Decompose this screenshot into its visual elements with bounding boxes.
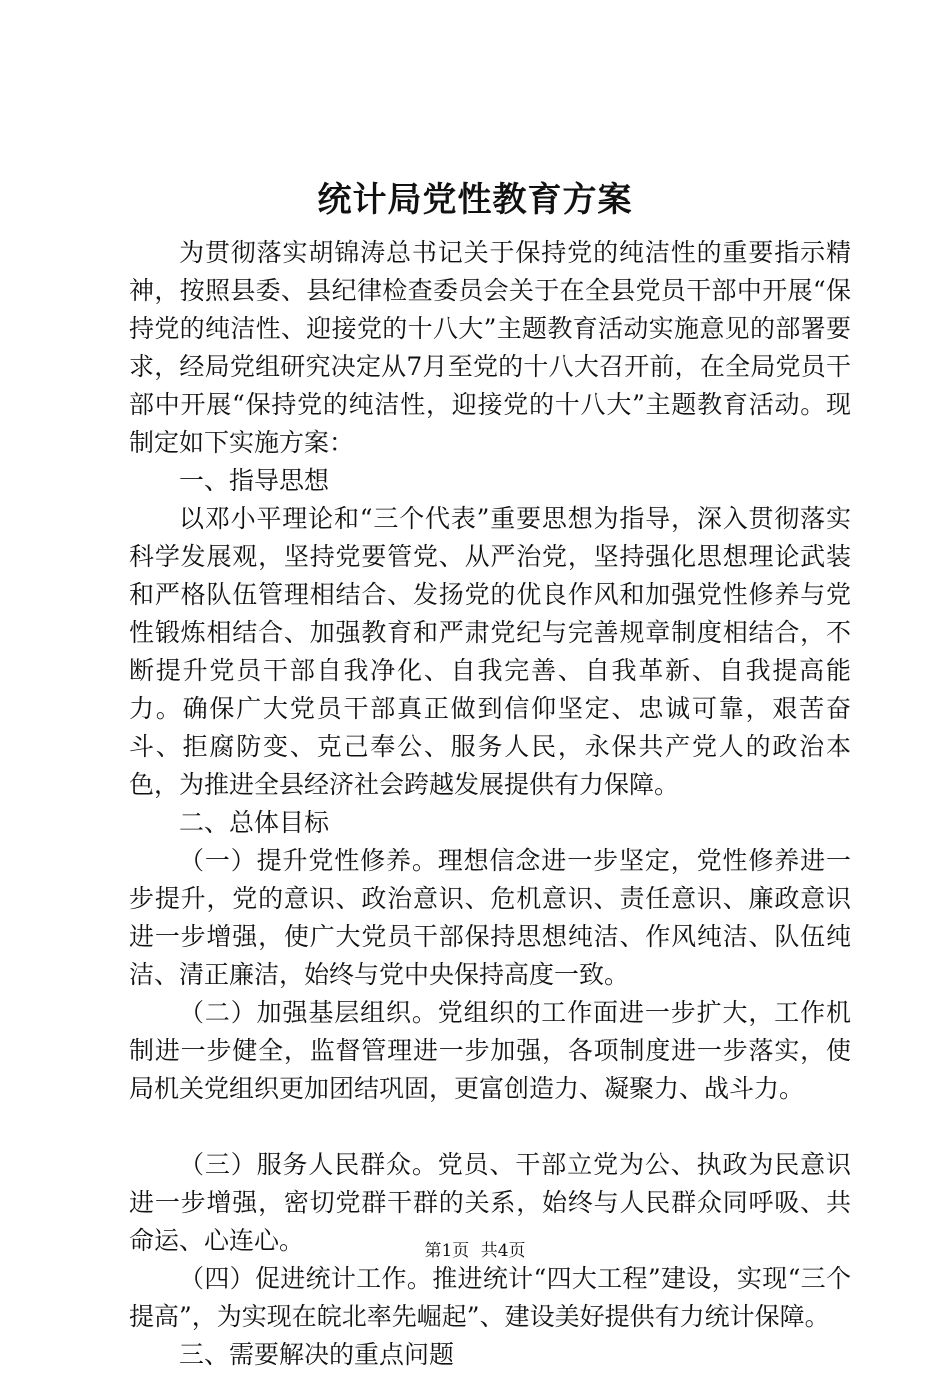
section-heading-guiding-ideology: 一、指导思想 bbox=[179, 466, 330, 495]
document-body bbox=[129, 234, 851, 1374]
section-heading-key-problems: 三、需要解决的重点问题 bbox=[179, 1340, 455, 1369]
paragraph-goal-2: （二）加强基层组织。党组织的工作面进一步扩大，工作机制进一步健全，监督管理进一步加强，各项制度进一步落实，使局机关党组织更加团结巩固，更富创造力、凝聚力、战斗力。 bbox=[129, 998, 851, 1103]
paragraph-goal-3: （三）服务人民群众。党员、干部立党为公、执政为民意识进一步增强，密切党群干群的关系，始终与人民群众同呼吸、共命运、心连心。 bbox=[129, 1150, 851, 1255]
paragraph-goal-1: （一）提升党性修养。理想信念进一步坚定，党性修养进一步提升，党的意识、政治意识、危机意识、责任意识、廉政意识进一步增强，使广大党员干部保持思想纯洁、作风纯洁、队伍纯洁、清正廉洁，始终与党中央保持高度一致。 bbox=[129, 846, 851, 989]
paragraph-goal-4: （四）促进统计工作。推进统计“四大工程”建设，实现“三个提高”，为实现在皖北率先崛起”、建设美好提供有力统计保障。 bbox=[129, 1264, 851, 1331]
paragraph-intro: 为贯彻落实胡锦涛总书记关于保持党的纯洁性的重要指示精神，按照县委、县纪律检查委员会关于在全县党员干部中开展“保持党的纯洁性、迎接党的十八大”主题教育活动实施意见的部署要求，经局党组研究决定从7月至党的十八大召开前，在全局党员干部中开展“保持党的纯洁性，迎接党的十八大”主题教育活动。现制定如下实施方案： bbox=[129, 238, 851, 457]
page-number: 第1页 bbox=[424, 1241, 470, 1261]
section-heading-overall-goals: 二、总体目标 bbox=[179, 808, 330, 837]
document-title: 统计局党性教育方案 bbox=[317, 180, 633, 220]
page-footer bbox=[0, 1243, 950, 1260]
paragraph-guiding-ideology: 以邓小平理论和“三个代表”重要思想为指导，深入贯彻落实科学发展观，坚持党要管党、从严治党，坚持强化思想理论武装和严格队伍管理相结合、发扬党的优良作风和加强党性修养与党性锻炼相结合、加强教育和严肃党纪与完善规章制度相结合，不断提升党员干部自我净化、自我完善、自我革新、自我提高能力。确保广大党员干部真正做到信仰坚定、忠诚可靠，艰苦奋斗、拒腐防变、克己奉公、服务人民，永保共产党人的政治本色，为推进全县经济社会跨越发展提供有力保障。 bbox=[129, 504, 851, 799]
page-total: 共4页 bbox=[480, 1241, 526, 1261]
